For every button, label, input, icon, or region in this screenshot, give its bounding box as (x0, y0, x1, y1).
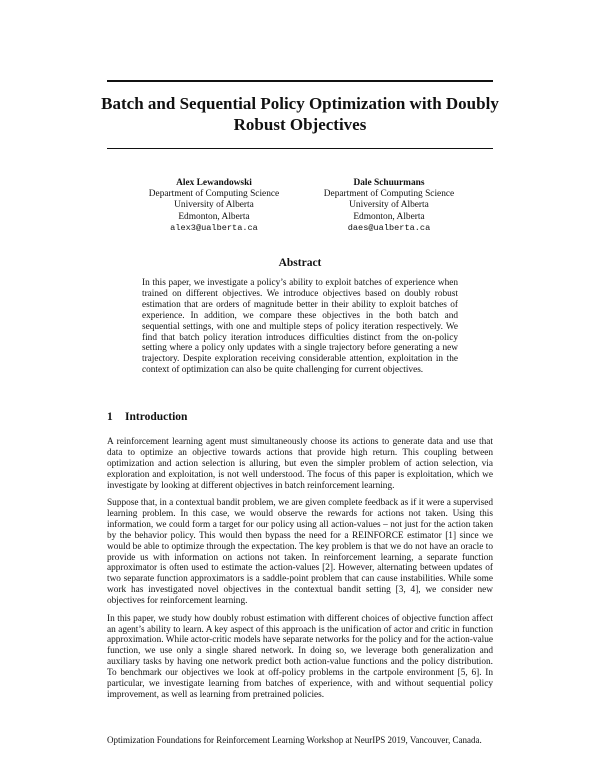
section-title: Introduction (125, 411, 188, 423)
author-city: Edmonton, Alberta (178, 211, 250, 222)
abstract-text: In this paper, we investigate a policy’s ability to exploit batches of experience when trained on different objectives. We introduce objectives based on doubly robust estimation that are orders of magnitude better in their ability to exploit batches of experience. In addition, we compare these objectives in the both batch and sequential settings, with one and multiple steps of policy iteration respectively. We find that batch policy iteration introduces difficulties distinct from the on-policy setting where a policy only updates with a single trajectory before generating a new trajectory. Despite exploration receiving considerable attention, exploitation in the context of optimization can also be quite challenging for current objectives. (142, 278, 458, 376)
author-email: alex3@ualberta.ca (170, 222, 258, 233)
body-paragraph: In this paper, we study how doubly robust estimation with different choices of objective function affect an agent’s ability to learn. A key aspect of this approach is the unification of actor and critic in function approximation. While actor-critic models have separate networks for the policy and for the action-value function, we use only a single shared network. In doing so, we leverage both generalization and auxiliary tasks by having one network predict both action-value functions and the policy distribution. To benchmark our objectives we look at off-policy problems in the cartpole environment [5, 6]. In particular, we investigate learning from batches of experience, with and without sequential policy improvement, as well as learning from pretrained policies. (107, 613, 493, 700)
title-rule-bottom (107, 148, 493, 149)
footnote-venue: Optimization Foundations for Reinforcement Learning Workshop at NeurIPS 2019, Vancouver, Canada. (107, 735, 482, 745)
section-body (107, 437, 493, 707)
author-name: Dale Schuurmans (353, 178, 425, 188)
author-department: Department of Computing Science (148, 189, 280, 200)
author-university: University of Alberta (174, 200, 254, 211)
author-department: Department of Computing Science (323, 189, 455, 200)
author-block (294, 178, 484, 234)
section-heading (107, 411, 187, 423)
body-paragraph: Suppose that, in a contextual bandit problem, we are given complete feedback as if it were a supervised learning problem. In this case, we would observe the rewards for actions not taken. Using this information, we could form a target for our policy using all action-values – not just for the action taken by the behavior policy. This would then bypass the need for a REINFORCE estimator [1] since we would be able to optimize through the expectation. The key problem is that we do not have an oracle to provide us with information on actions not taken. In reinforcement learning, a separate function approximator is often used to estimate the action-values [2]. However, alternating between updates of two separate function approximators is a saddle-point problem that can cause instabilities. While some work has investigated novel objectives in the contextual bandit setting [3, 4], we consider new objectives for reinforcement learning. (107, 498, 493, 607)
author-block (119, 178, 309, 234)
section-number: 1 (107, 411, 113, 423)
title-rule-top (107, 80, 493, 82)
author-email: daes@ualberta.ca (347, 222, 431, 233)
body-paragraph: A reinforcement learning agent must simultaneously choose its actions to generate data and use that data to optimize an objective towards actions that provide high return. This coupling between optimization and action selection is alluring, but even the simpler problem of action selection, via exploration and exploitation, is not well understood. The focus of this paper is exploitation, which we investigate by looking at different objectives in batch reinforcement learning. (107, 437, 493, 491)
author-name: Alex Lewandowski (176, 178, 252, 188)
author-city: Edmonton, Alberta (353, 211, 425, 222)
paper-title: Batch and Sequential Policy Optimization with Doubly Robust Objectives (101, 94, 499, 134)
author-university: University of Alberta (349, 200, 429, 211)
abstract-heading: Abstract (278, 257, 322, 269)
